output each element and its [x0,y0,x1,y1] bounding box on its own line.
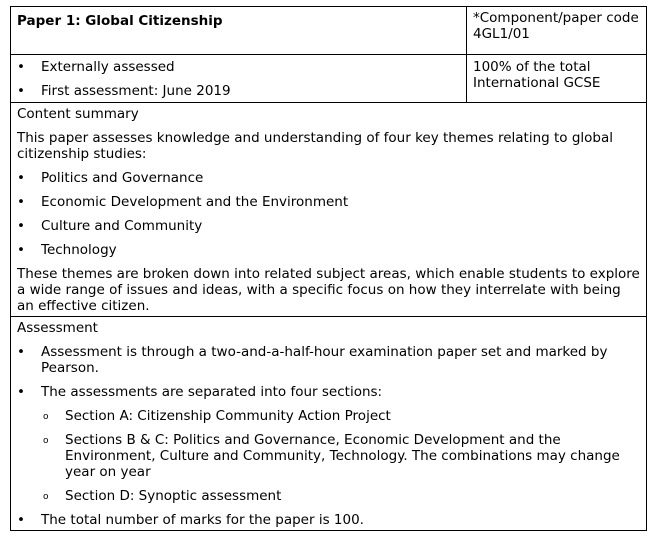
paper-title: Paper 1: Global Citizenship [11,7,467,55]
list-item: • Assessment is through a two-and-a-half-hour examination paper set and marked by Pearson. [17,344,640,376]
overview-row [11,55,647,103]
assessment-row [11,317,647,531]
overview-points-cell [11,55,467,103]
list-item: • Economic Development and the Environment [17,194,640,210]
list-item: • The total number of marks for the paper is 100. [17,512,640,528]
assessment-heading: Assessment [17,320,98,336]
sections-intro: The assessments are separated into four sections: [41,384,383,400]
content-row [11,103,647,317]
list-item: o Section A: Citizenship Community Action Project [41,408,640,424]
content-outro: These themes are broken down into related subject areas, which enable students to explore a wide range of issues and ideas, with a specific focus on how they interrelate with being an effective citizen. [17,266,640,314]
list-item: • Politics and Governance [17,170,640,186]
themes-list [17,170,640,258]
sections-list [41,408,640,504]
specification-table [10,6,647,531]
content-summary-cell [11,103,647,317]
overview-list [17,59,460,99]
list-item: o Sections B & C: Politics and Governance, Economic Development and the Environment, Culture and Community, Technology. The combinations may change year on year [41,432,640,480]
list-item: • First assessment: June 2019 [17,83,460,99]
assessment-list [17,344,640,528]
list-item: • Externally assessed [17,59,460,75]
assessment-cell [11,317,647,531]
content-intro: This paper assesses knowledge and understanding of four key themes relating to global citizenship studies: [17,130,613,162]
list-item: • Culture and Community [17,218,640,234]
list-item [17,384,640,504]
component-code: *Component/paper code 4GL1/01 [467,7,647,55]
header-row [11,7,647,55]
content-heading: Content summary [17,106,139,122]
list-item: • Technology [17,242,640,258]
list-item: o Section D: Synoptic assessment [41,488,640,504]
weighting: 100% of the total International GCSE [467,55,647,103]
